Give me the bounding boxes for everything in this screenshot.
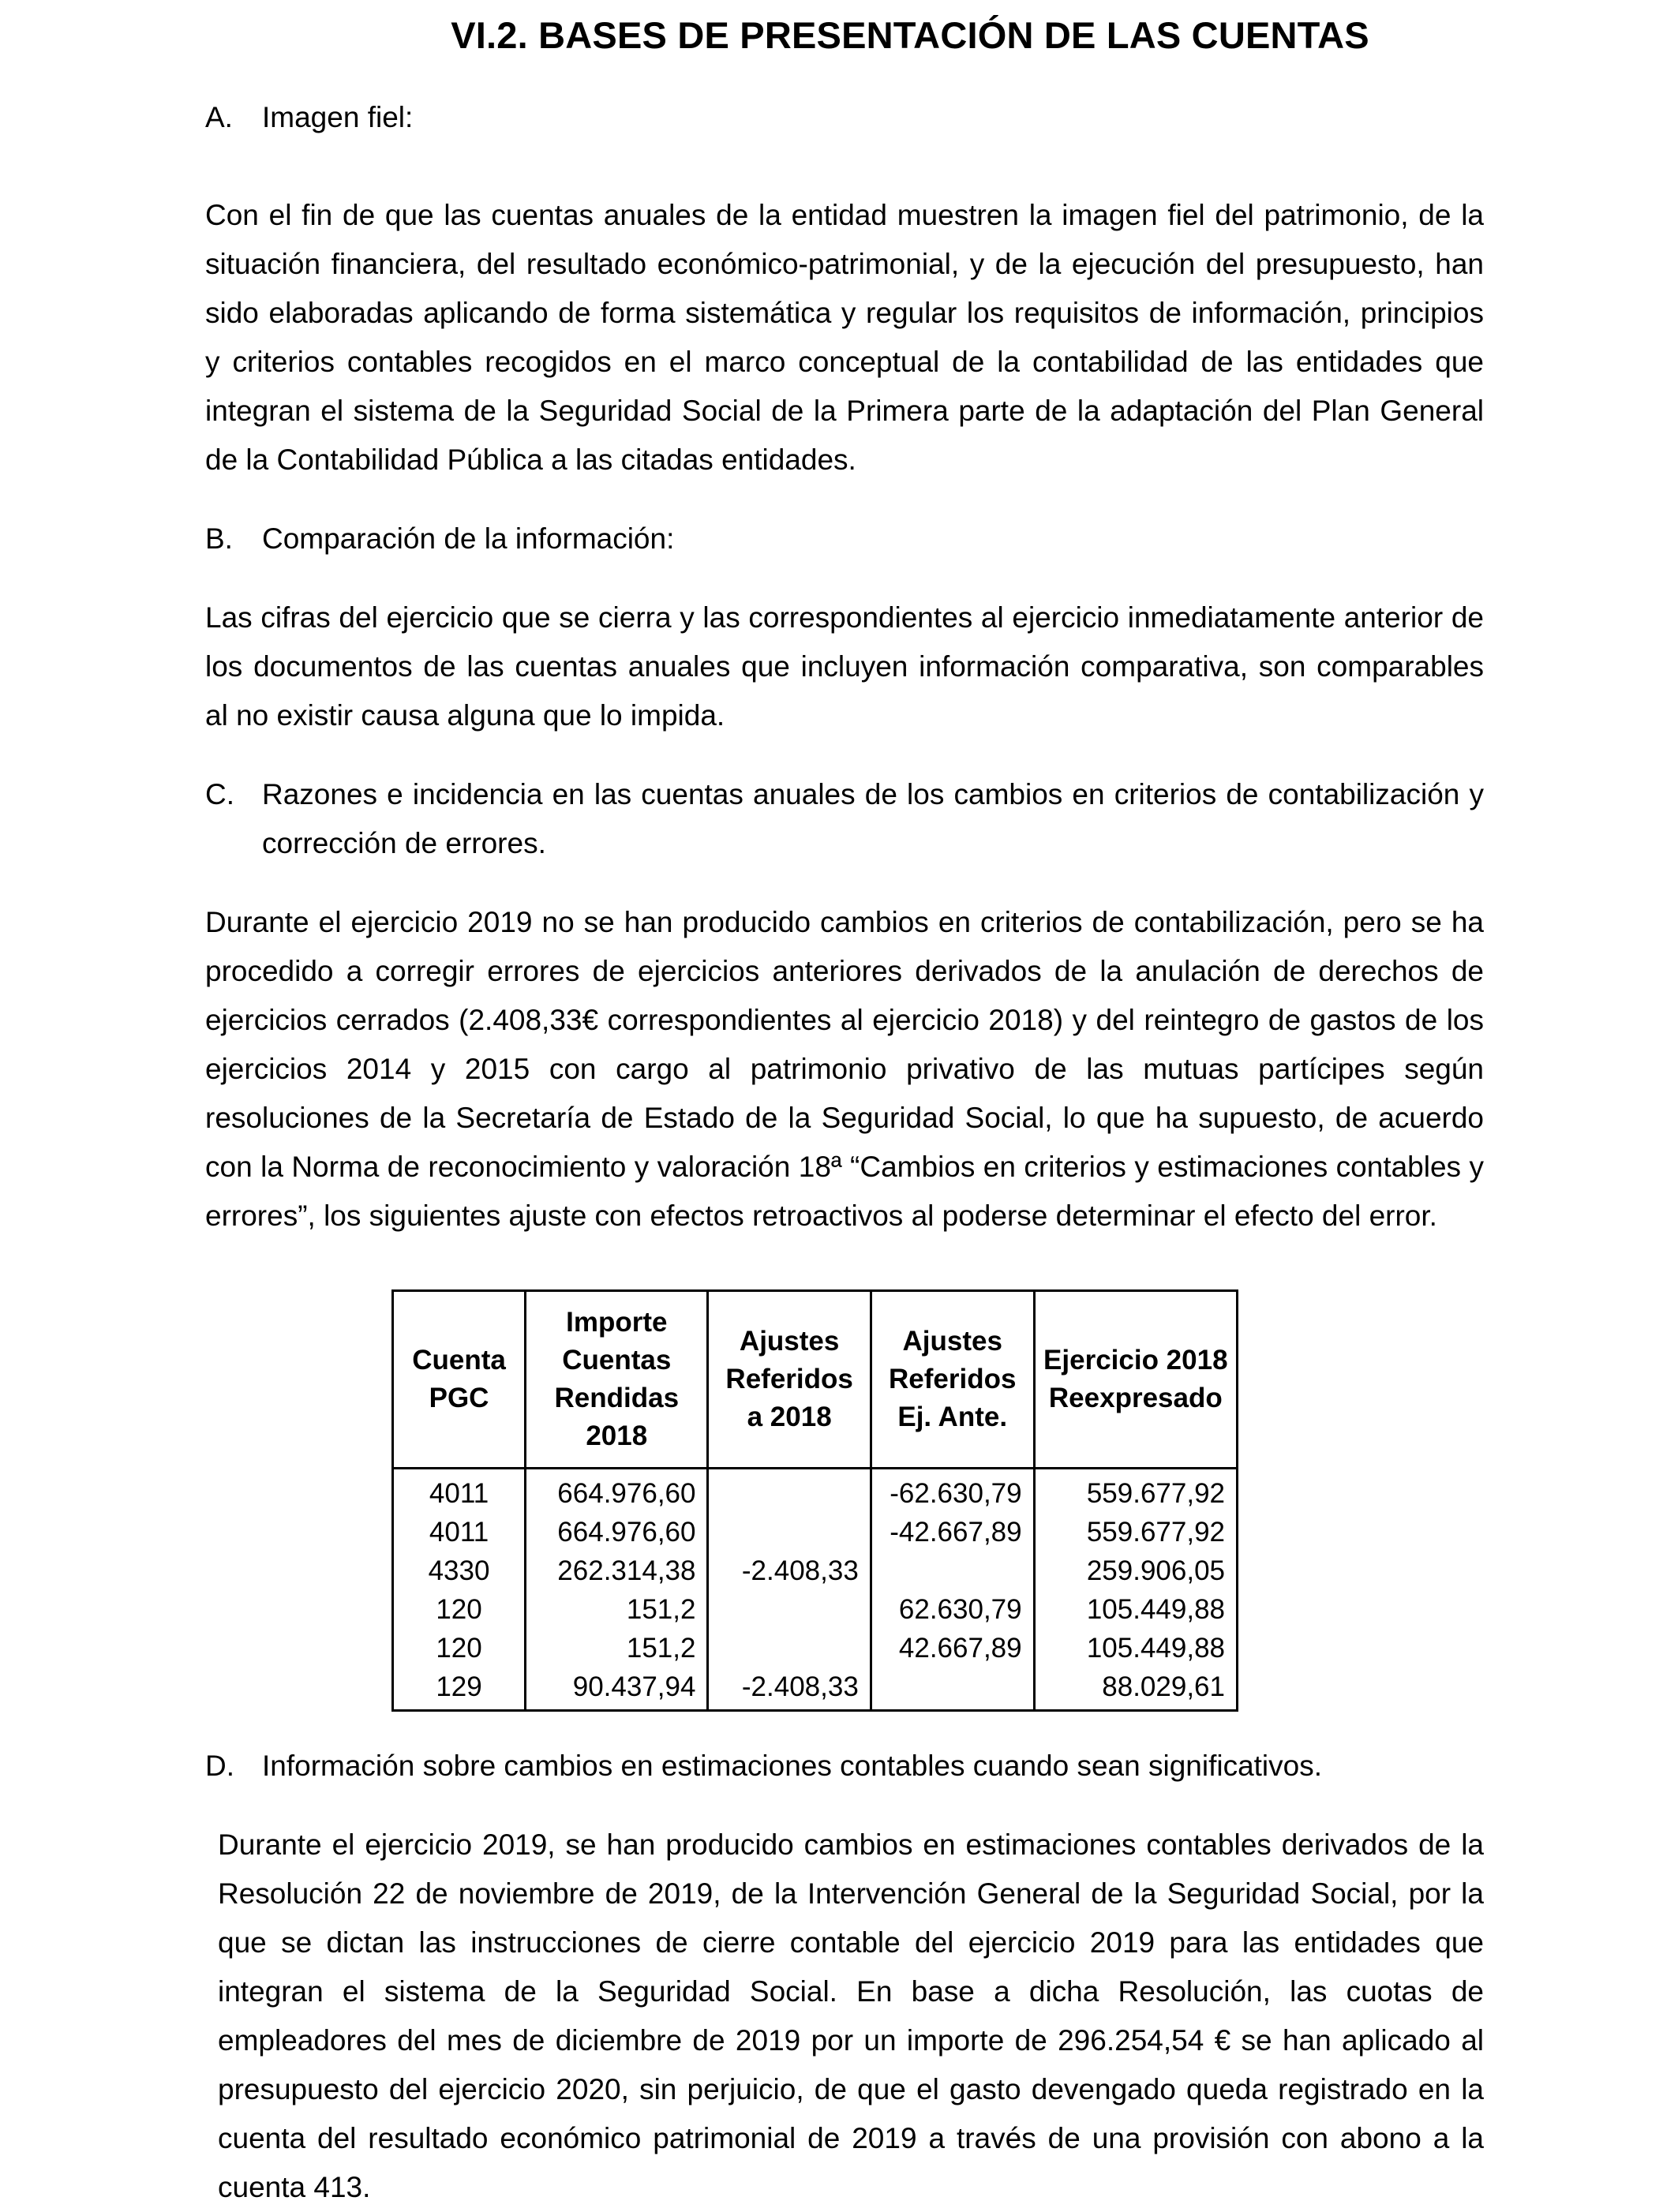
cell-reexpresado: 88.029,61	[1034, 1667, 1237, 1711]
table-row	[393, 1513, 1238, 1551]
cell-ajuste-2018	[708, 1590, 871, 1629]
table-header-row	[393, 1291, 1238, 1469]
adjustments-table	[391, 1289, 1238, 1712]
cell-ajuste-ej-ante	[871, 1667, 1034, 1711]
cell-cuenta: 4011	[393, 1469, 526, 1514]
cell-ajuste-2018	[708, 1469, 871, 1514]
cell-ajuste-2018	[708, 1513, 871, 1551]
cell-reexpresado: 105.449,88	[1034, 1590, 1237, 1629]
section-d-paragraph: Durante el ejercicio 2019, se han producido cambios en estimaciones contables derivados de la Resolución 22 de noviembre de 2019, de la Intervención General de la Seguridad Social, por la que se dictan las instrucciones de cierre contable del ejercicio 2019 para las entidades que integran el sistema de la Seguridad Social. En base a dicha Resolución, las cuotas de empleadores del mes de diciembre de 2019 por un importe de 296.254,54 € se han aplicado al presupuesto del ejercicio 2020, sin perjuicio, de que el gasto devengado queda registrado en la cuenta del resultado económico patrimonial de 2019 a través de una provisión con abono a la cuenta 413.	[218, 1828, 1484, 2203]
cell-cuenta: 4011	[393, 1513, 526, 1551]
cell-ajuste-ej-ante: 42.667,89	[871, 1629, 1034, 1667]
section-b-title: Comparación de la información:	[262, 522, 675, 555]
section-a-title: Imagen fiel:	[262, 101, 414, 133]
section-d-title: Información sobre cambios en estimaciones contables cuando sean significativos.	[262, 1750, 1323, 1782]
section-b-letter: B.	[205, 522, 233, 555]
cell-ajuste-2018: -2.408,33	[708, 1551, 871, 1590]
cell-ajuste-2018	[708, 1629, 871, 1667]
cell-importe: 664.976,60	[526, 1469, 708, 1514]
document-body	[205, 87, 1484, 2212]
cell-ajuste-ej-ante: 62.630,79	[871, 1590, 1034, 1629]
section-a-heading	[205, 93, 1484, 142]
cell-importe: 664.976,60	[526, 1513, 708, 1551]
cell-importe: 90.437,94	[526, 1667, 708, 1711]
cell-ajuste-2018: -2.408,33	[708, 1667, 871, 1711]
cell-ajuste-ej-ante	[871, 1551, 1034, 1590]
header-cuenta-pgc: Cuenta PGC	[393, 1291, 526, 1469]
cell-reexpresado: 259.906,05	[1034, 1551, 1237, 1590]
cell-cuenta: 120	[393, 1590, 526, 1629]
adjustments-table-wrapper	[391, 1289, 1238, 1712]
header-ajustes-referidos-ej-ante: Ajustes Referidos Ej. Ante.	[871, 1291, 1034, 1469]
section-d-letter: D.	[205, 1750, 234, 1782]
cell-importe: 262.314,38	[526, 1551, 708, 1590]
table-row	[393, 1551, 1238, 1590]
cell-importe: 151,2	[526, 1590, 708, 1629]
table-row	[393, 1667, 1238, 1711]
cell-cuenta: 129	[393, 1667, 526, 1711]
cell-cuenta: 4330	[393, 1551, 526, 1590]
section-c-title: Razones e incidencia en las cuentas anuales de los cambios en criterios de contabilización y corrección de errores.	[262, 778, 1484, 859]
section-b-heading	[205, 515, 1484, 563]
cell-reexpresado: 105.449,88	[1034, 1629, 1237, 1667]
section-a-letter: A.	[205, 101, 233, 133]
cell-reexpresado: 559.677,92	[1034, 1469, 1237, 1514]
header-importe-cuentas-rendidas: Importe Cuentas Rendidas 2018	[526, 1291, 708, 1469]
header-ajustes-referidos-2018: Ajustes Referidos a 2018	[708, 1291, 871, 1469]
table-row	[393, 1469, 1238, 1514]
header-ejercicio-2018-reexpresado: Ejercicio 2018 Reexpresado	[1034, 1291, 1237, 1469]
section-a-paragraph: Con el fin de que las cuentas anuales de la entidad muestren la imagen fiel del patrimonio, de la situación financiera, del resultado económico-patrimonial, y de la ejecución del presupuesto, han sido elaboradas aplicando de forma sistemática y regular los requisitos de información, principios y criterios contables recogidos en el marco conceptual de la contabilidad de las entidades que integran el sistema de la Seguridad Social de la Primera parte de la adaptación del Plan General de la Contabilidad Pública a las citadas entidades.	[205, 199, 1484, 476]
section-b-paragraph: Las cifras del ejercicio que se cierra y las correspondientes al ejercicio inmediatamente anterior de los documentos de las cuentas anuales que incluyen información comparativa, son comparables al no existir causa alguna que lo impida.	[205, 601, 1484, 732]
cell-cuenta: 120	[393, 1629, 526, 1667]
cell-reexpresado: 559.677,92	[1034, 1513, 1237, 1551]
table-row	[393, 1629, 1238, 1667]
table-row	[393, 1590, 1238, 1629]
section-d-heading	[205, 1742, 1484, 1791]
cell-ajuste-ej-ante: -62.630,79	[871, 1469, 1034, 1514]
section-c-heading	[205, 770, 1484, 868]
page-title: VI.2. BASES DE PRESENTACIÓN DE LAS CUENTAS	[451, 14, 1369, 56]
cell-importe: 151,2	[526, 1629, 708, 1667]
cell-ajuste-ej-ante: -42.667,89	[871, 1513, 1034, 1551]
section-c-letter: C.	[205, 778, 234, 810]
section-c-paragraph: Durante el ejercicio 2019 no se han producido cambios en criterios de contabilización, pero se ha procedido a corregir errores de ejercicios anteriores derivados de la anulación de derechos de ejercicios cerrados (2.408,33€ correspondientes al ejercicio 2018) y del reintegro de gastos de los ejercicios 2014 y 2015 con cargo al patrimonio privativo de las mutuas partícipes según resoluciones de la Secretaría de Estado de la Seguridad Social, lo que ha supuesto, de acuerdo con la Norma de reconocimiento y valoración 18ª “Cambios en criterios y estimaciones contables y errores”, los siguientes ajuste con efectos retroactivos al poderse determinar el efecto del error.	[205, 906, 1484, 1232]
